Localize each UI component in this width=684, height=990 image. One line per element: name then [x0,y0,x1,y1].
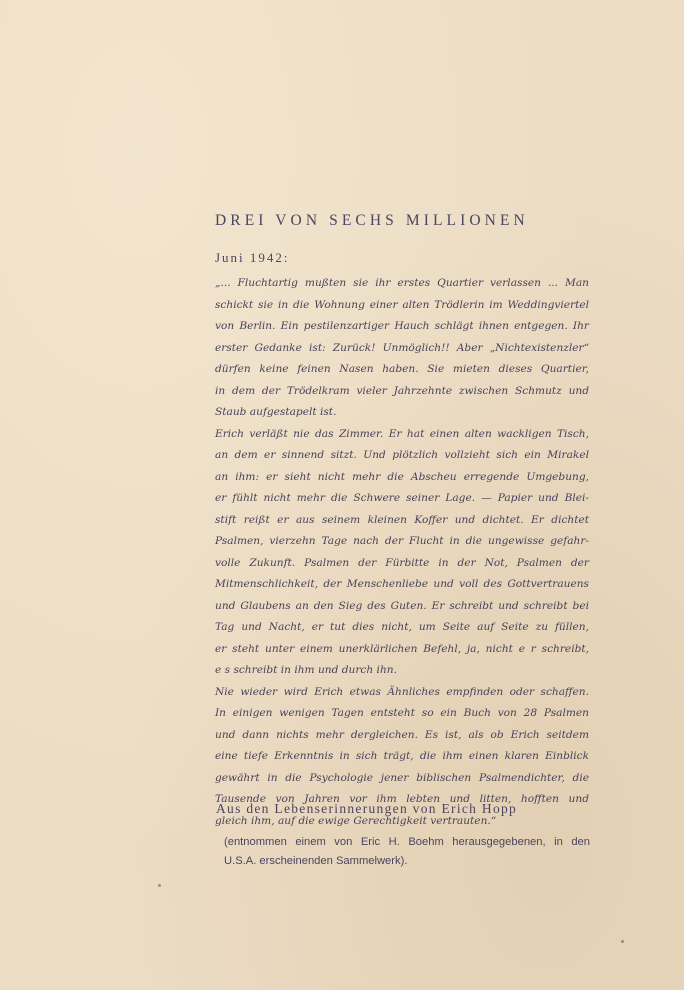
text-line: in dem der Trödelkram vieler Jahrzehnte zwischen Schmutz und [215,384,589,397]
text-line: dürfen keine feinen Nasen haben. Sie mieten dieses Quartier, [215,363,589,375]
text-line: er steht unter einem unerklärlichen Befehl, ja, nicht e r schreibt, [215,642,589,655]
paper-speck [158,884,161,887]
text-line: Erich verläßt nie das Zimmer. Er hat einen alten wackligen Tisch, [215,427,589,440]
text-line: Tag und Nacht, er tut dies nicht, um Seite auf Seite zu füllen, [215,621,589,633]
text-line: stift reißt er aus seinem kleinen Koffer und dichtet. Er dichtet [215,513,589,526]
text-line: an ihm: er sieht nicht mehr die Abscheu erregende Umgebung, [215,470,589,483]
text-line: und Glaubens an den Sieg des Guten. Er schreibt und schreibt bei [215,599,589,612]
text-line: „... Fluchtartig mußten sie ihr erstes Quartier verlassen ... Man [215,277,589,289]
text-line: schickt sie in die Wohnung einer alten Trödlerin im Weddingviertel [215,298,589,311]
text-line: und dann nichts mehr dergleichen. Es ist, als ob Erich seitdem [215,728,589,741]
text-line: In einigen wenigen Tagen entsteht so ein Buch von 28 Psalmen [215,707,589,719]
source-note [224,833,590,871]
text-line: eine tiefe Erkenntnis in sich trägt, die ihm einen klaren Einblick [215,750,589,762]
text-line: e s schreibt in ihm und durch ihn. [215,664,397,676]
text-line: gleich ihm, auf die ewige Gerechtigkeit vertrauten.“ [215,814,497,827]
source-attribution: Aus den Lebenserinnerungen von Erich Hopp [216,801,518,816]
text-line: Nie wieder wird Erich etwas Ähnliches empfinden oder schaffen. [215,685,589,698]
text-line: gewährt in die Psychologie jener biblischen Psalmendichter, die [215,771,589,784]
text-line: Psalmen, vierzehn Tage nach der Flucht in die ungewisse gefahr- [215,535,589,547]
text-line: von Berlin. Ein pestilenzartiger Hauch schlägt ihnen entgegen. Ihr [215,320,589,332]
document-title: DREI VON SECHS MILLIONEN [215,212,529,229]
quoted-passage [215,273,589,832]
text-line: Mitmenschlichkeit, der Menschenliebe und voll des Gottvertrauens [215,578,589,590]
note-line: (entnommen einem von Eric H. Boehm herausgegebenen, in den [224,836,590,848]
text-line: erster Gedanke ist: Zurück! Unmöglich!! Aber „Nichtexistenzler“ [215,341,589,354]
text-line: Staub aufgestapelt ist. [215,406,337,418]
paper-speck [621,940,624,943]
text-line: an dem er sinnend sitzt. Und plötzlich vollzieht sich ein Mirakel [215,449,589,461]
text-line: Tausende von Jahren vor ihm lebten und litten, hofften und [215,793,589,805]
note-line: U.S.A. erscheinenden Sammelwerk). [224,855,408,867]
text-line: volle Zukunft. Psalmen der Fürbitte in der Not, Psalmen der [215,556,589,569]
date-heading: Juni 1942: [215,250,290,265]
text-line: er fühlt nicht mehr die Schwere seiner Lage. — Papier und Blei- [215,492,589,504]
